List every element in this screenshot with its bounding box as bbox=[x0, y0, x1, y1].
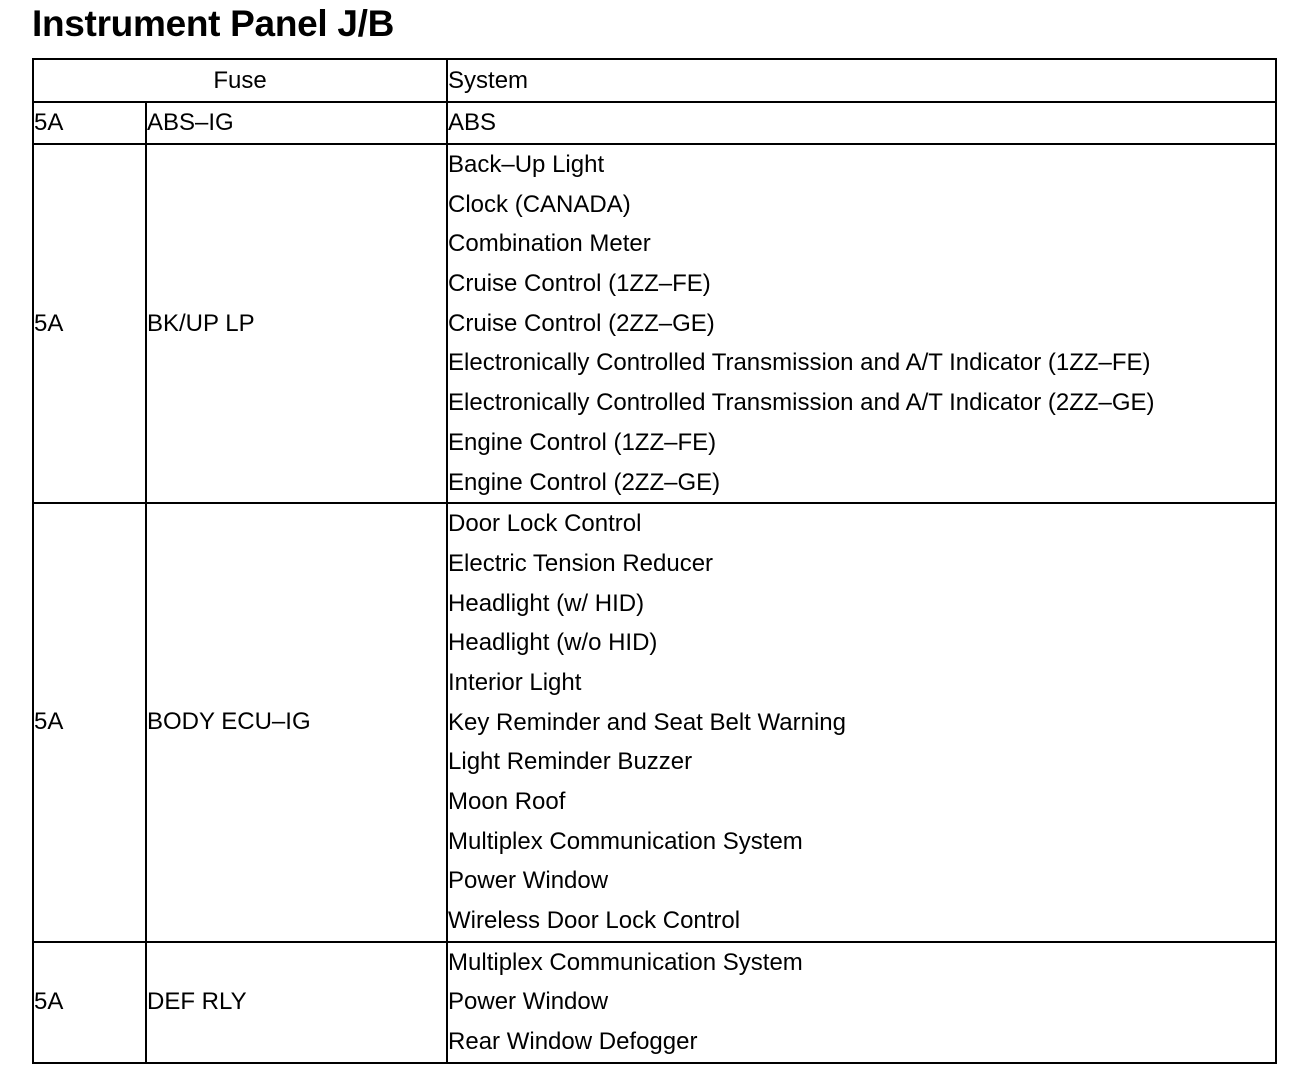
table-header-row bbox=[33, 59, 1276, 102]
system-list-cell bbox=[447, 144, 1276, 503]
fuse-amperage-cell: 5A bbox=[33, 503, 146, 942]
system-item: Headlight (w/o HID) bbox=[448, 629, 658, 657]
fuse-amperage-cell: 5A bbox=[33, 144, 146, 503]
system-item: Electronically Controlled Transmission and A/T Indicator (2ZZ–GE) bbox=[448, 389, 1155, 417]
fuse-amperage-cell: 5A bbox=[33, 942, 146, 1063]
system-column-header: System bbox=[447, 59, 1276, 102]
system-item: Multiplex Communication System bbox=[448, 948, 803, 976]
system-item: Back–Up Light bbox=[448, 151, 605, 178]
system-item: Rear Window Defogger bbox=[448, 1028, 698, 1056]
system-item: ABS bbox=[448, 109, 497, 137]
system-item: Combination Meter bbox=[448, 230, 651, 258]
table-row bbox=[33, 102, 1276, 144]
system-item: Key Reminder and Seat Belt Warning bbox=[448, 708, 846, 736]
system-list-cell bbox=[447, 503, 1276, 942]
system-item: Power Window bbox=[448, 988, 609, 1016]
system-item: Clock (CANADA) bbox=[448, 190, 631, 218]
fuse-table-body bbox=[33, 102, 1276, 1063]
page-title: Instrument Panel J/B bbox=[32, 3, 395, 44]
system-item: Engine Control (2ZZ–GE) bbox=[448, 468, 721, 496]
table-row bbox=[33, 942, 1276, 1063]
system-item: Moon Roof bbox=[448, 788, 566, 815]
fuse-name-cell: BODY ECU–IG bbox=[146, 503, 447, 942]
system-list-cell bbox=[447, 942, 1276, 1063]
fuse-name-cell: DEF RLY bbox=[146, 942, 447, 1063]
system-item: Wireless Door Lock Control bbox=[448, 907, 741, 935]
system-list-cell bbox=[447, 102, 1276, 144]
system-item: Headlight (w/ HID) bbox=[448, 589, 645, 617]
fuse-amperage-cell: 5A bbox=[33, 102, 146, 144]
system-item: Cruise Control (1ZZ–FE) bbox=[448, 270, 711, 298]
table-row bbox=[33, 144, 1276, 503]
system-item: Power Window bbox=[448, 867, 609, 895]
table-row bbox=[33, 503, 1276, 942]
system-item: Light Reminder Buzzer bbox=[448, 748, 693, 776]
fuse-name-cell: BK/UP LP bbox=[146, 144, 447, 503]
fuse-table bbox=[32, 58, 1277, 1064]
fuse-column-header: Fuse bbox=[33, 59, 447, 102]
system-item: Electronically Controlled Transmission and A/T Indicator (1ZZ–FE) bbox=[448, 349, 1151, 377]
system-item: Engine Control (1ZZ–FE) bbox=[448, 428, 717, 456]
system-item: Cruise Control (2ZZ–GE) bbox=[448, 309, 715, 337]
fuse-name-cell: ABS–IG bbox=[146, 102, 447, 144]
system-item: Interior Light bbox=[448, 668, 582, 696]
system-item: Door Lock Control bbox=[448, 510, 642, 538]
system-item: Electric Tension Reducer bbox=[448, 549, 714, 577]
system-item: Multiplex Communication System bbox=[448, 827, 803, 855]
